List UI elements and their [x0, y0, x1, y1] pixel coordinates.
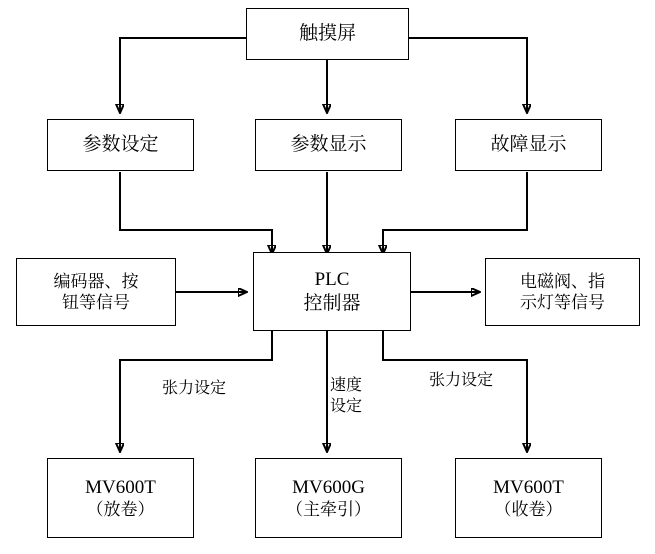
parameter-setting-box [47, 119, 194, 171]
touch-screen-box [246, 8, 409, 60]
output-signals-line2: 示灯等信号 [520, 293, 605, 312]
drive-main-traction-line1: MV600G [292, 476, 365, 498]
tension-setting-left-label [139, 379, 249, 400]
input-signals-box [16, 258, 176, 326]
input-signals-line1: 编码器、按 [53, 271, 139, 291]
output-signals-line1: 电磁阀、指 [520, 271, 605, 291]
drive-rewind-line1: MV600T [493, 476, 564, 498]
output-signals-box [485, 258, 640, 326]
parameter-display-label: 参数显示 [290, 134, 367, 156]
tension-setting-left-text: 张力设定 [161, 380, 226, 397]
plc-controller-box [253, 252, 411, 331]
drive-main-traction-box [255, 458, 402, 538]
plc-line1: PLC [314, 268, 350, 290]
drive-rewind-box [455, 458, 602, 538]
input-signals-line2: 钮等信号 [62, 293, 130, 312]
parameter-display-box [255, 119, 402, 171]
tension-setting-right-label [406, 371, 516, 392]
plc-line2: 控制器 [303, 292, 361, 314]
fault-display-box [455, 119, 602, 171]
speed-setting-line2: 设定 [330, 397, 363, 415]
drive-main-traction-line2: （主牵引） [286, 500, 371, 520]
speed-setting-line1: 速度 [330, 377, 363, 394]
drive-unwind-line1: MV600T [85, 476, 156, 498]
drive-unwind-box [47, 458, 194, 538]
drive-unwind-line2: （放卷） [86, 500, 155, 520]
speed-setting-label [330, 376, 390, 418]
parameter-setting-label: 参数设定 [82, 134, 159, 156]
touch-screen-label: 触摸屏 [298, 23, 356, 45]
fault-display-label: 故障显示 [490, 134, 567, 156]
tension-setting-right-text: 张力设定 [428, 372, 493, 389]
drive-rewind-line2: （收卷） [494, 500, 563, 520]
